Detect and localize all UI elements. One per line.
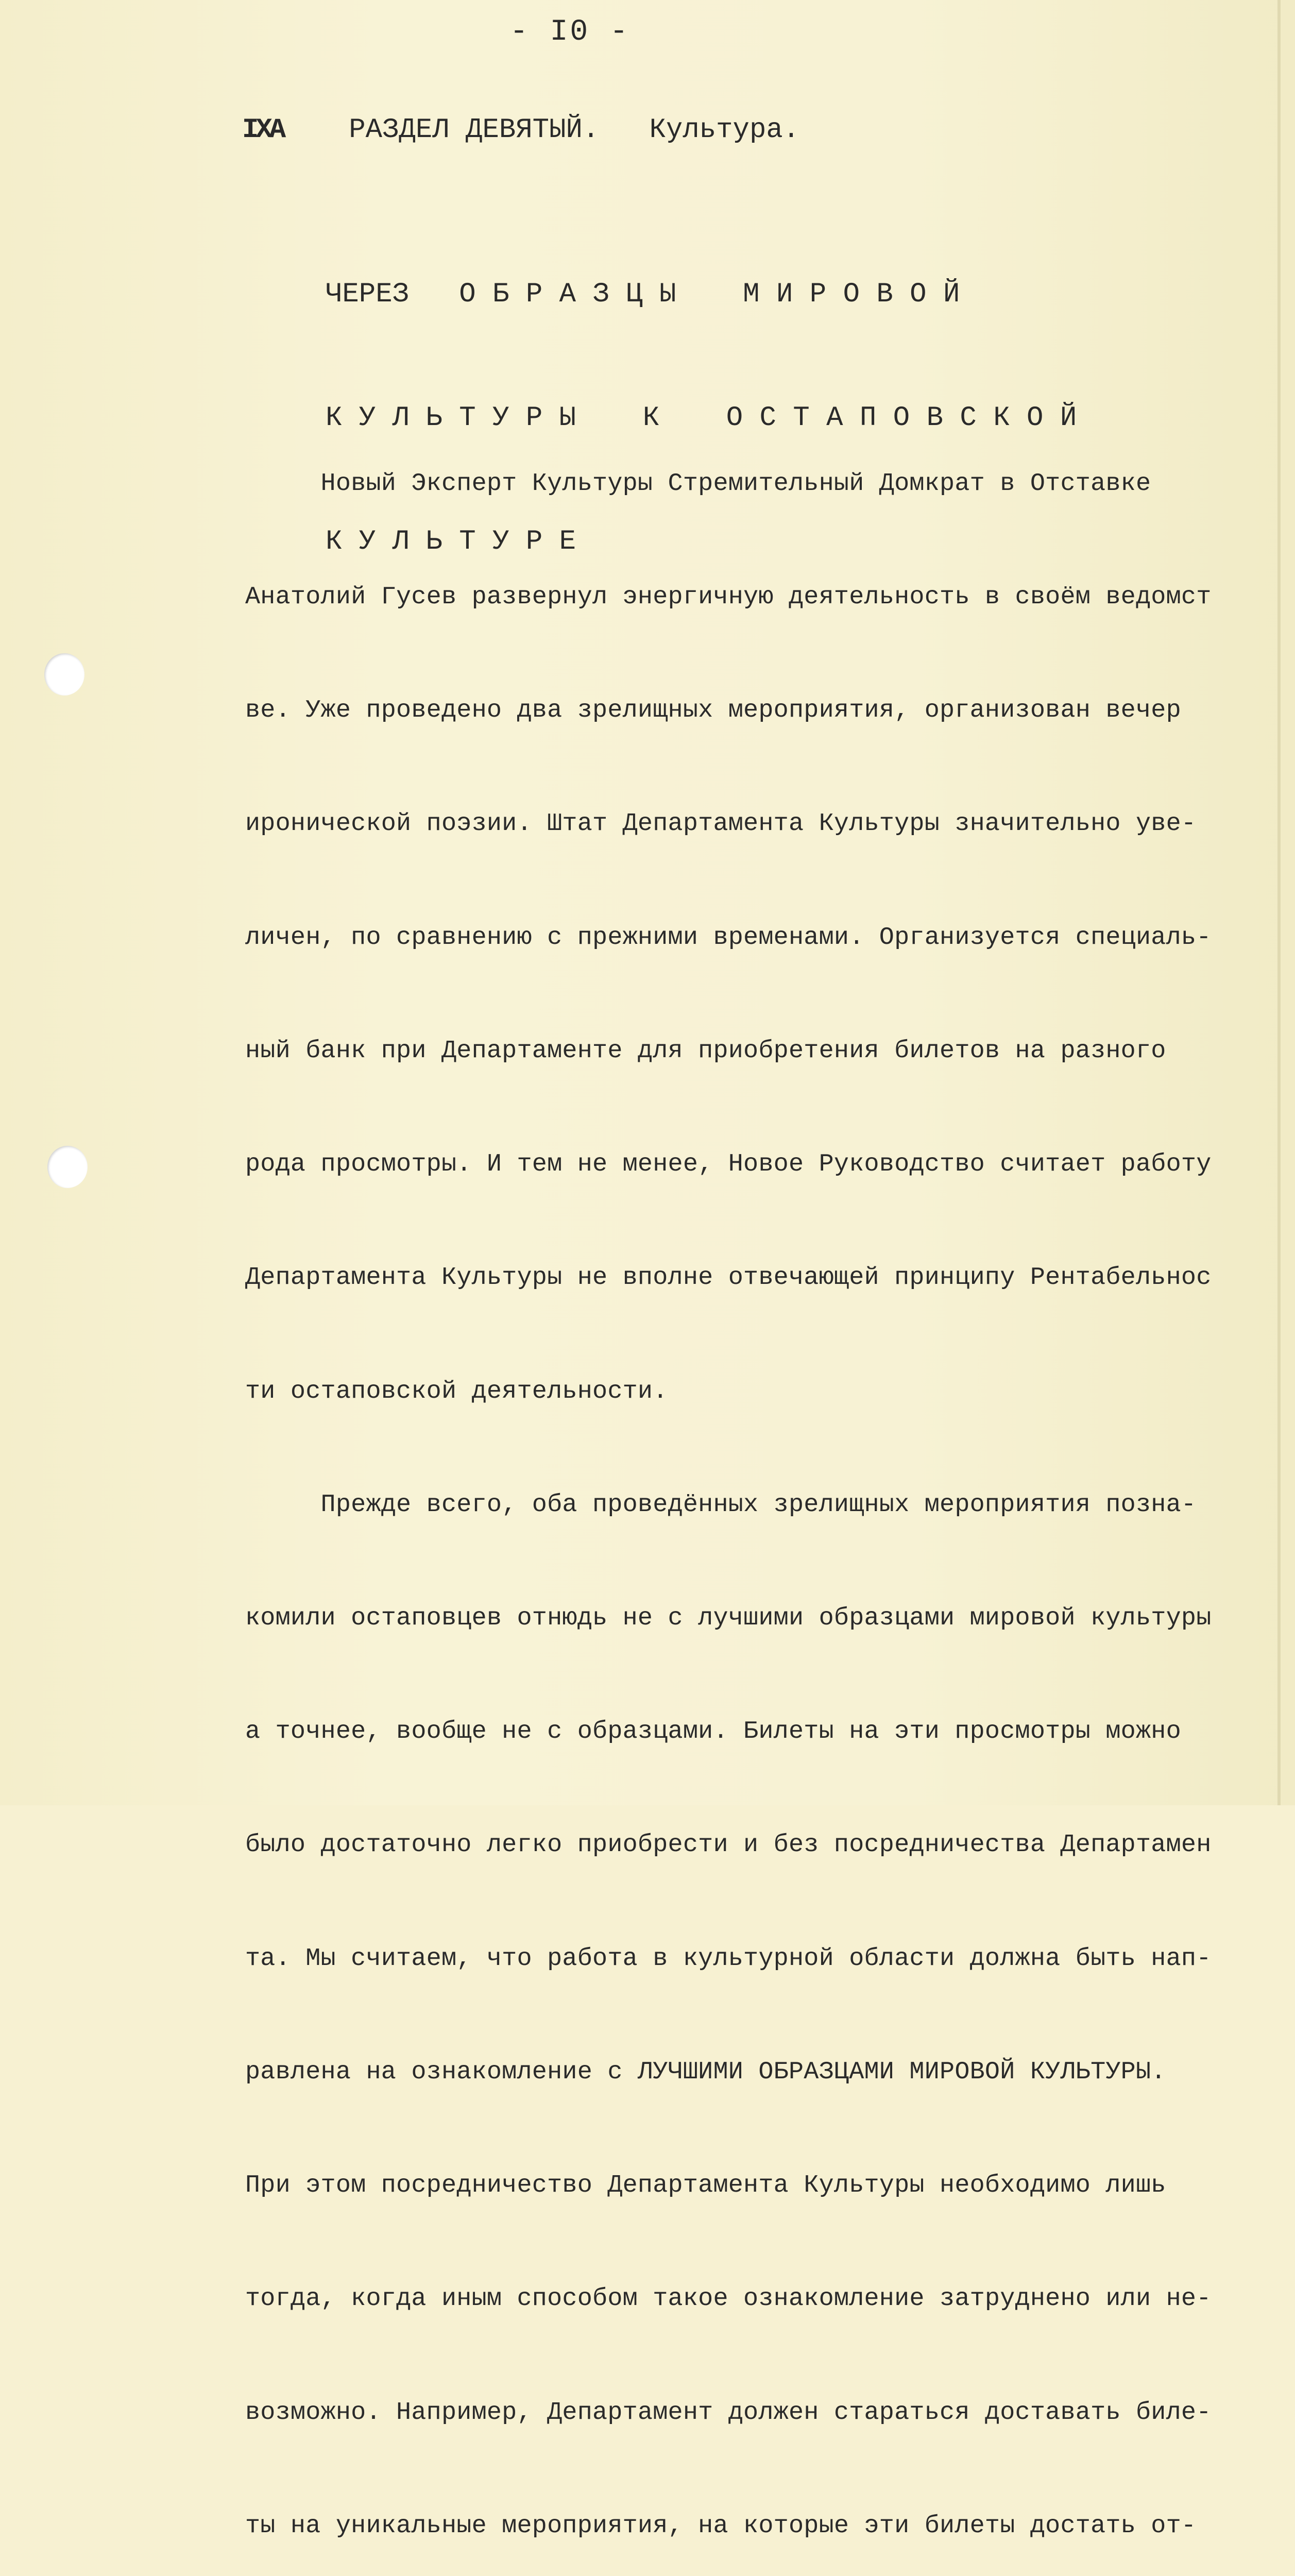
punch-hole bbox=[47, 1146, 88, 1188]
text-line: Новый Эксперт Культуры Стремительный Домкрат в Отставке bbox=[245, 469, 1151, 498]
text-line: ти остаповской деятельности. bbox=[245, 1377, 668, 1405]
punch-hole bbox=[44, 653, 84, 696]
text-line: Прежде всего, оба проведённых зрелищных мероприятия позна- bbox=[245, 1490, 1197, 1519]
section-prefix-overstrike: IXA bbox=[242, 114, 283, 146]
text-line: равлена на ознакомление с ЛУЧШИМИ ОБРАЗЦАМИ МИРОВОЙ КУЛЬТУРЫ. bbox=[245, 2057, 1166, 2086]
text-line: а точнее, вообще не с образцами. Билеты на эти просмотры можно bbox=[245, 1717, 1181, 1746]
text-line: рода просмотры. И тем не менее, Новое Руководство считает работу bbox=[245, 1150, 1212, 1179]
text-line: тогда, когда иным способом такое ознакомление затруднено или не- bbox=[245, 2284, 1212, 2313]
text-line: При этом посредничество Департамента Культуры необходимо лишь bbox=[245, 2171, 1166, 2200]
body-text bbox=[245, 389, 1270, 2576]
page-number: - I0 - bbox=[510, 15, 630, 49]
paper-edge bbox=[1277, 0, 1281, 1805]
text-line: личен, по сравнению с прежними временами. Организуется специаль- bbox=[245, 923, 1212, 952]
text-line: было достаточно легко приобрести и без посредничества Департамен bbox=[245, 1831, 1212, 1859]
heading-line: К У Л Ь Т У Р Ы К О С Т А П О В С К О Й bbox=[326, 402, 1077, 434]
heading-line: ЧЕРЕЗ О Б Р А З Ц Ы М И Р О В О Й bbox=[326, 279, 960, 310]
text-line: Анатолий Гусев развернул энергичную деятельность в своём ведомст bbox=[245, 583, 1212, 612]
text-line: ты на уникальные мероприятия, на которые эти билеты достать от- bbox=[245, 2511, 1197, 2540]
text-line: ный банк при Департаменте для приобретения билетов на разного bbox=[245, 1036, 1166, 1065]
section-heading bbox=[242, 114, 799, 146]
text-line: та. Мы считаем, что работа в культурной области должна быть нап- bbox=[245, 1944, 1212, 1973]
text-line: Департамента Культуры не вполне отвечающей принципу Рентабельнос bbox=[245, 1263, 1212, 1292]
text-line: ве. Уже проведено два зрелищных мероприятия, организован вечер bbox=[245, 696, 1181, 725]
text-line: комили остаповцев отнюдь не с лучшими образцами мировой культуры bbox=[245, 1604, 1212, 1632]
section-title: РАЗДЕЛ ДЕВЯТЫЙ. Культура. bbox=[349, 114, 800, 146]
text-line: возможно. Например, Департамент должен стараться доставать биле- bbox=[245, 2398, 1212, 2427]
heading-line: К У Л Ь Т У Р Е bbox=[326, 526, 576, 557]
text-line: иронической поэзии. Штат Департамента Культуры значительно уве- bbox=[245, 809, 1197, 838]
